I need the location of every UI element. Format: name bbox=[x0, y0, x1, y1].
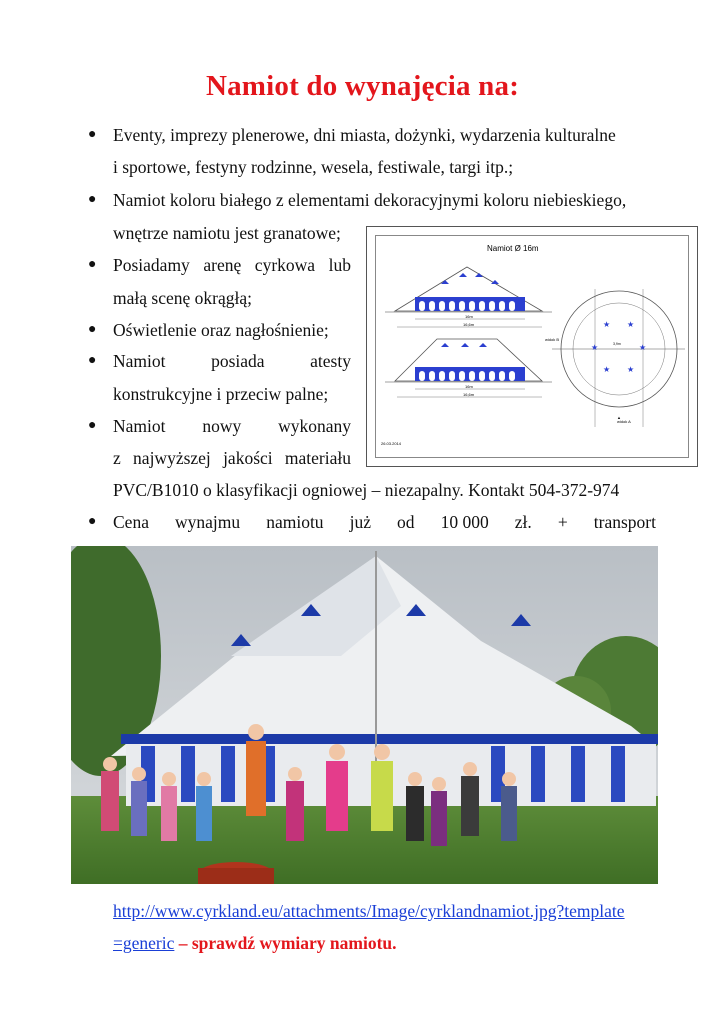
bullet-5-line-2: konstrukcyjne i przeciw palne; bbox=[113, 384, 329, 404]
dimensions-note: – sprawdź wymiary namiotu. bbox=[174, 933, 397, 953]
bullet-dot: ● bbox=[88, 257, 97, 272]
word: od bbox=[397, 512, 415, 532]
svg-text:★: ★ bbox=[627, 320, 635, 329]
word: Posiadamy bbox=[113, 255, 190, 275]
word: wykonany bbox=[278, 416, 351, 436]
word: już bbox=[349, 512, 371, 532]
word: lub bbox=[328, 255, 351, 275]
bullet-4-line-1: Oświetlenie oraz nagłośnienie; bbox=[113, 320, 329, 340]
dimension-label: 16,6m bbox=[463, 392, 475, 397]
word: posiada bbox=[211, 351, 265, 371]
bullet-5-line-1 bbox=[113, 350, 351, 372]
word: arenę bbox=[203, 255, 242, 275]
bullet-1-line-1: Eventy, imprezy plenerowe, dni miasta, dożynki, wydarzenia kulturalne bbox=[113, 125, 616, 145]
word: transport bbox=[593, 512, 656, 532]
word: Namiot bbox=[113, 351, 166, 371]
svg-text:★: ★ bbox=[591, 343, 599, 352]
word: wynajmu bbox=[175, 512, 241, 532]
bullet-2-line-1: Namiot koloru białego z elementami dekoracyjnymi koloru niebieskiego, bbox=[113, 190, 627, 210]
word: materiału bbox=[284, 448, 351, 468]
tent-technical-drawing bbox=[366, 226, 698, 467]
tent-photo-illustration bbox=[71, 546, 658, 884]
plan-view bbox=[545, 289, 685, 427]
bullet-6-line-3: PVC/B1010 o klasyfikacji ogniowej – niezapalny. Kontakt 504-372-974 bbox=[113, 480, 620, 500]
word: Cena bbox=[113, 512, 149, 532]
dimension-label: 3,9m bbox=[613, 342, 621, 346]
bullet-dot: ● bbox=[88, 353, 97, 368]
word: namiotu bbox=[266, 512, 324, 532]
svg-text:▲: ▲ bbox=[617, 415, 621, 420]
bullet-3-line-1 bbox=[113, 254, 351, 276]
source-link-continuation[interactable]: =generic bbox=[113, 933, 175, 953]
word: najwyższej bbox=[133, 448, 211, 468]
svg-text:★: ★ bbox=[603, 365, 611, 374]
bullet-dot: ● bbox=[88, 514, 97, 529]
view-a-label: widok A bbox=[617, 419, 631, 424]
page-title: Namiot do wynajęcia na: bbox=[205, 70, 520, 102]
bullet-3-line-2: małą scenę okrągłą; bbox=[113, 288, 252, 308]
source-link-line-1[interactable] bbox=[113, 900, 625, 922]
elevation-view-top bbox=[385, 267, 552, 327]
svg-text:★: ★ bbox=[627, 365, 635, 374]
bullet-dot: ● bbox=[88, 418, 97, 433]
tent-photo bbox=[71, 546, 658, 884]
word: z bbox=[113, 448, 121, 468]
bullet-dot: ● bbox=[88, 127, 97, 142]
dimension-label: 16m bbox=[465, 314, 473, 319]
word: cyrkowa bbox=[254, 255, 316, 275]
bullet-6-line-1 bbox=[113, 415, 351, 437]
word: nowy bbox=[202, 416, 242, 436]
dimension-label: 16,6m bbox=[463, 322, 475, 327]
bullet-7-line-1 bbox=[113, 511, 656, 533]
source-link-line-2 bbox=[113, 932, 397, 954]
bullet-1-line-2: i sportowe, festyny rodzinne, wesela, festiwale, targi itp.; bbox=[113, 157, 514, 177]
word: jakości bbox=[223, 448, 273, 468]
drawing-title: Namiot Ø 16m bbox=[487, 244, 539, 253]
view-b-label: widok B bbox=[545, 337, 560, 342]
dimension-label: 16m bbox=[465, 384, 473, 389]
bullet-6-line-2 bbox=[113, 447, 351, 469]
word: zł. bbox=[514, 512, 532, 532]
drawing-svg bbox=[367, 227, 697, 466]
source-link[interactable]: http://www.cyrkland.eu/attachments/Image/cyrklandnamiot.jpg?template bbox=[113, 901, 625, 921]
svg-text:★: ★ bbox=[639, 343, 647, 352]
bullet-dot: ● bbox=[88, 192, 97, 207]
drawing-date: 26.03.2014 bbox=[381, 441, 402, 446]
word: atesty bbox=[310, 351, 351, 371]
word: Namiot bbox=[113, 416, 166, 436]
word: 10 000 bbox=[440, 512, 489, 532]
bullet-dot: ● bbox=[88, 322, 97, 337]
elevation-view-bottom bbox=[385, 339, 552, 397]
svg-text:★: ★ bbox=[603, 320, 611, 329]
bullet-2-line-2: wnętrze namiotu jest granatowe; bbox=[113, 223, 341, 243]
word: + bbox=[557, 512, 568, 532]
